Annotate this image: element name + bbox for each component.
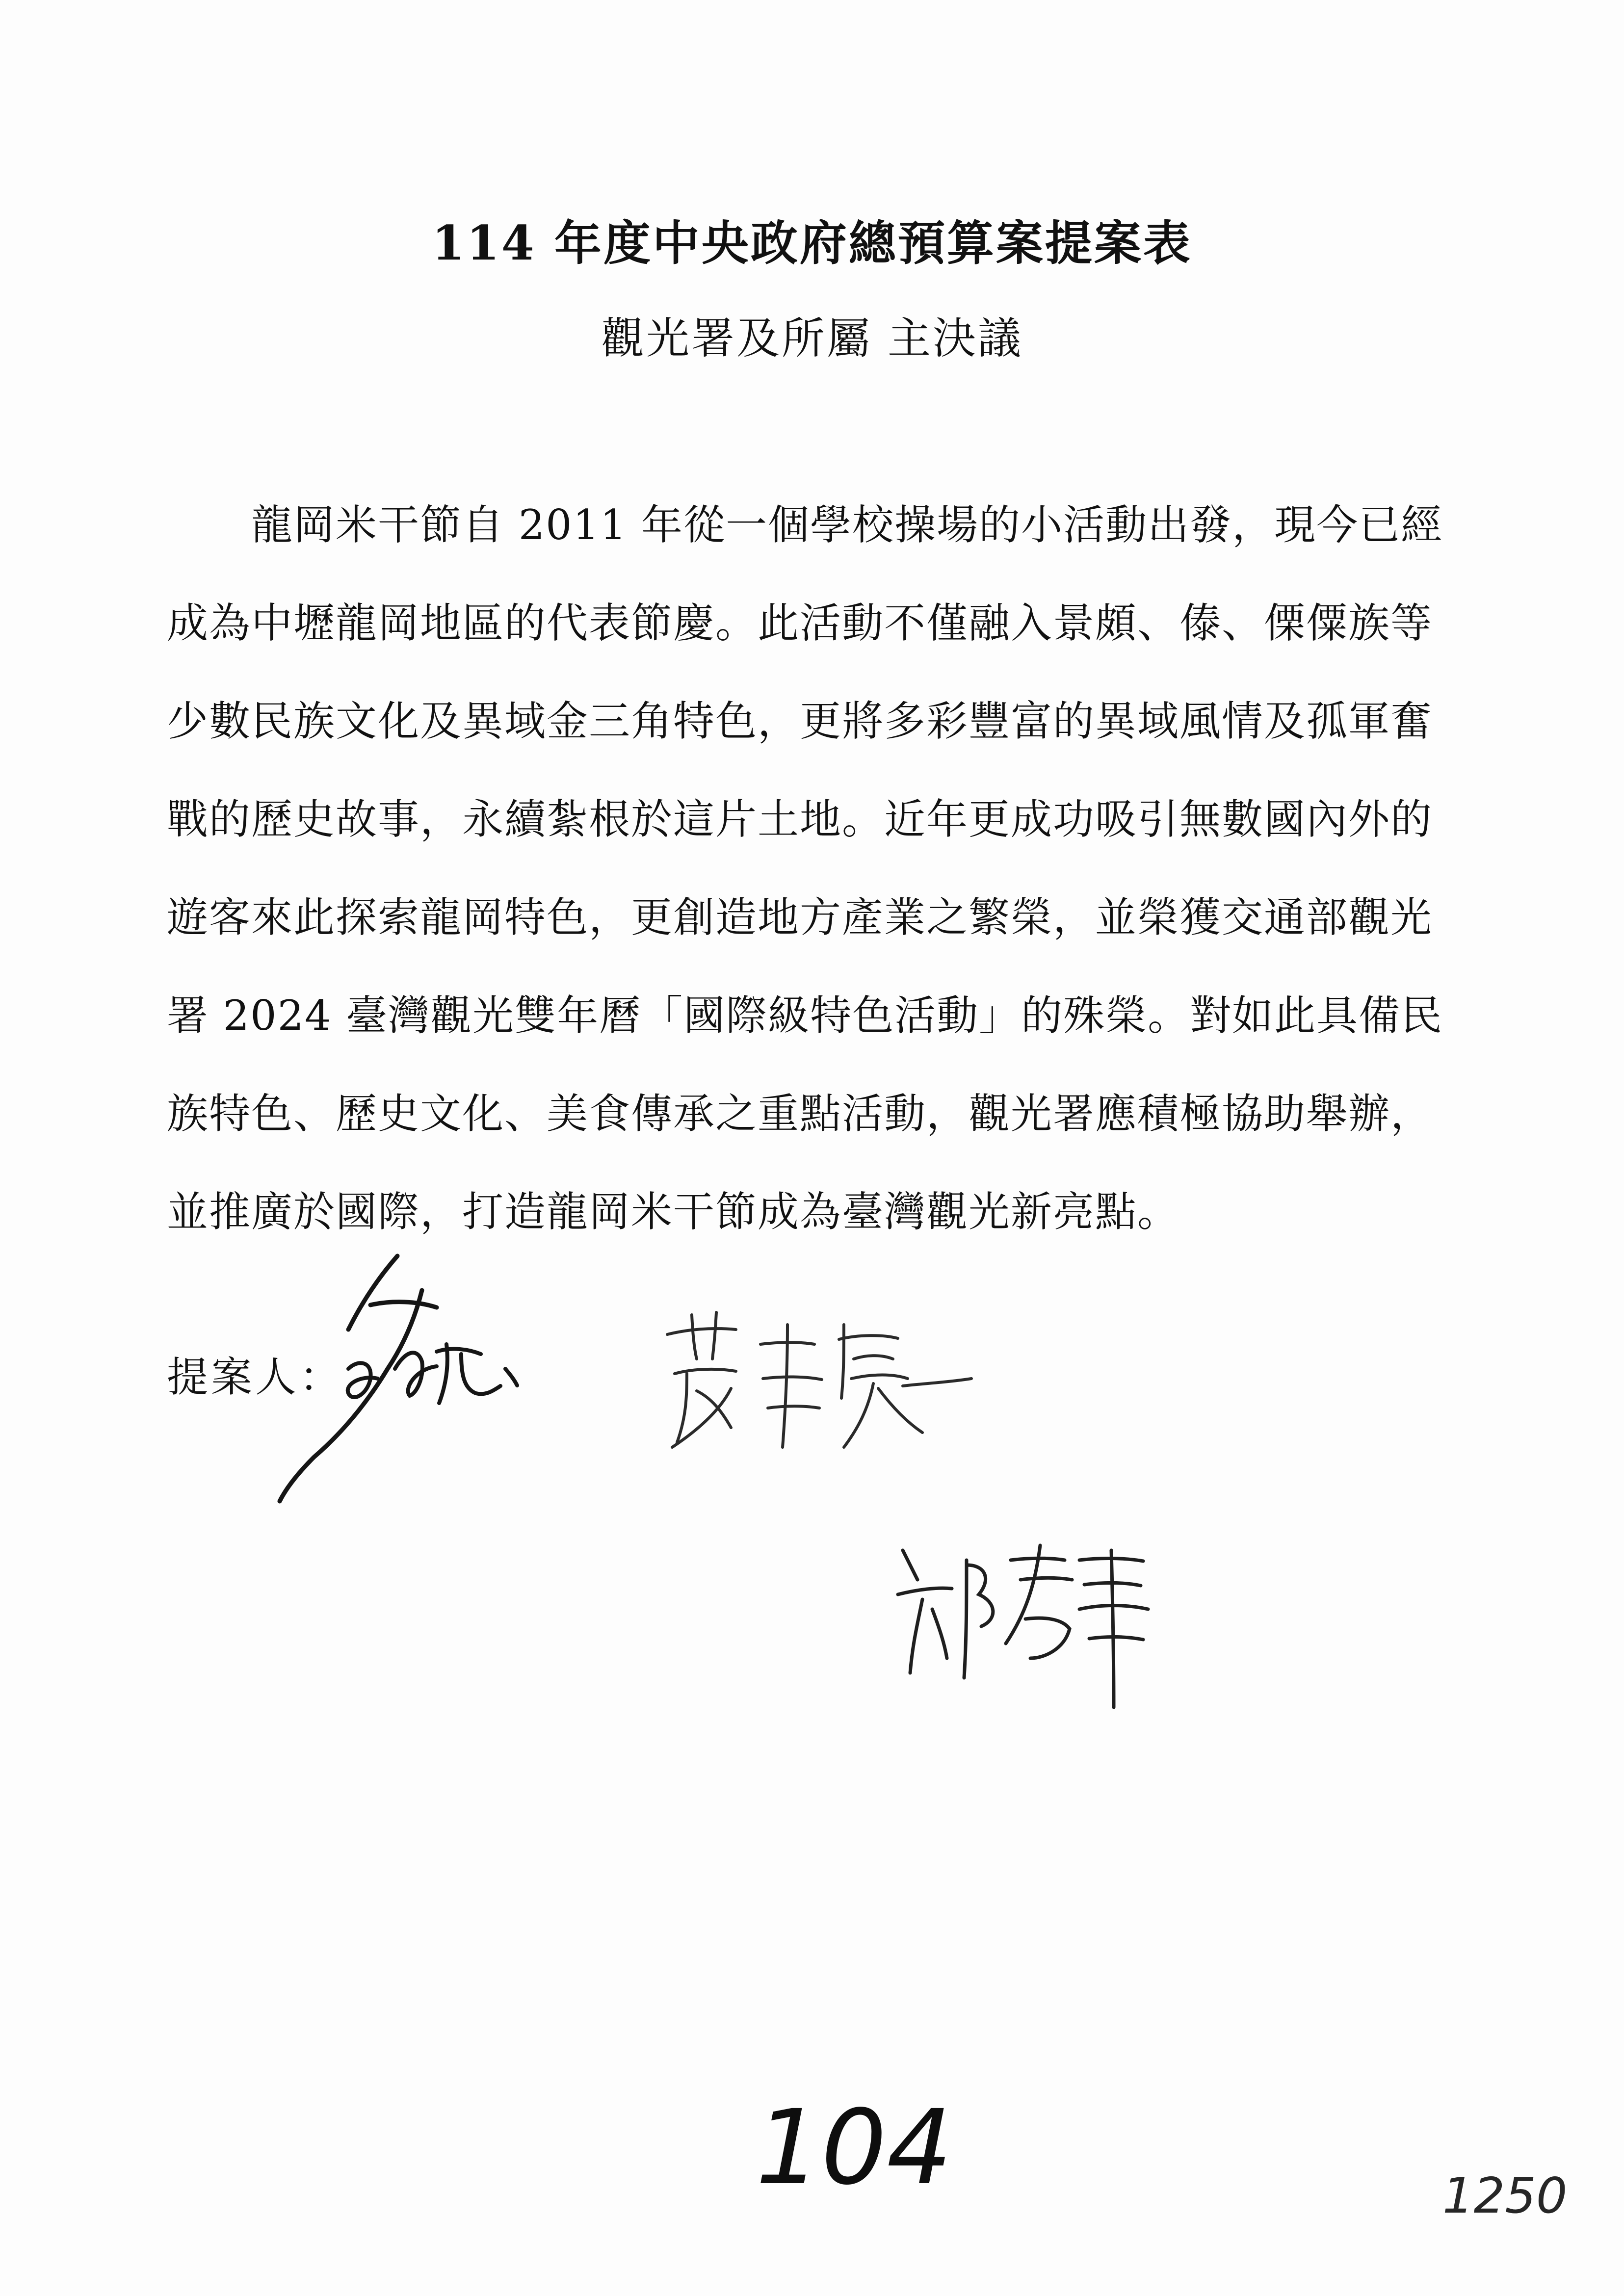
body-line: 署 2024 臺灣觀光雙年曆「國際級特色活動」的殊榮。對如此具備民 [167,991,1443,1040]
signature-1 [275,1246,618,1521]
corner-number-text: 1250 [1442,2167,1568,2224]
body-line: 族特色、歷史文化、美食傳承之重點活動，觀光署應積極協助舉辦， [167,1090,1433,1138]
proposer-label: 提案人： [167,1353,344,1401]
body-line: 龍岡米干節自 2011 年從一個學校操場的小活動出發，現今已經 [167,501,1443,549]
document-subtitle: 觀光署及所屬 主決議 [601,313,1023,364]
signature-3 [883,1531,1158,1717]
page-number-text: 104 [756,2087,952,2208]
body-line: 成為中壢龍岡地區的代表節慶。此活動不僅融入景頗、傣、傈僳族等 [167,599,1433,647]
body-line: 遊客來此探索龍岡特色，更創造地方產業之繁榮，並榮獲交通部觀光 [167,893,1433,941]
corner-page-number [1442,2159,1580,2227]
body-line: 並推廣於國際，打造龍岡米干節成為臺灣觀光新亮點。 [167,1188,1180,1236]
handwritten-page-number [746,2087,1001,2208]
proposal-body [167,496,1462,1280]
signature-2 [657,1305,981,1467]
body-line: 少數民族文化及異域金三角特色，更將多彩豐富的異域風情及孤軍奮 [167,697,1433,745]
body-line: 戰的歷史故事，永續紮根於這片土地。近年更成功吸引無數國內外的 [167,795,1433,843]
document-title: 114 年度中央政府總預算案提案表 [432,215,1192,271]
